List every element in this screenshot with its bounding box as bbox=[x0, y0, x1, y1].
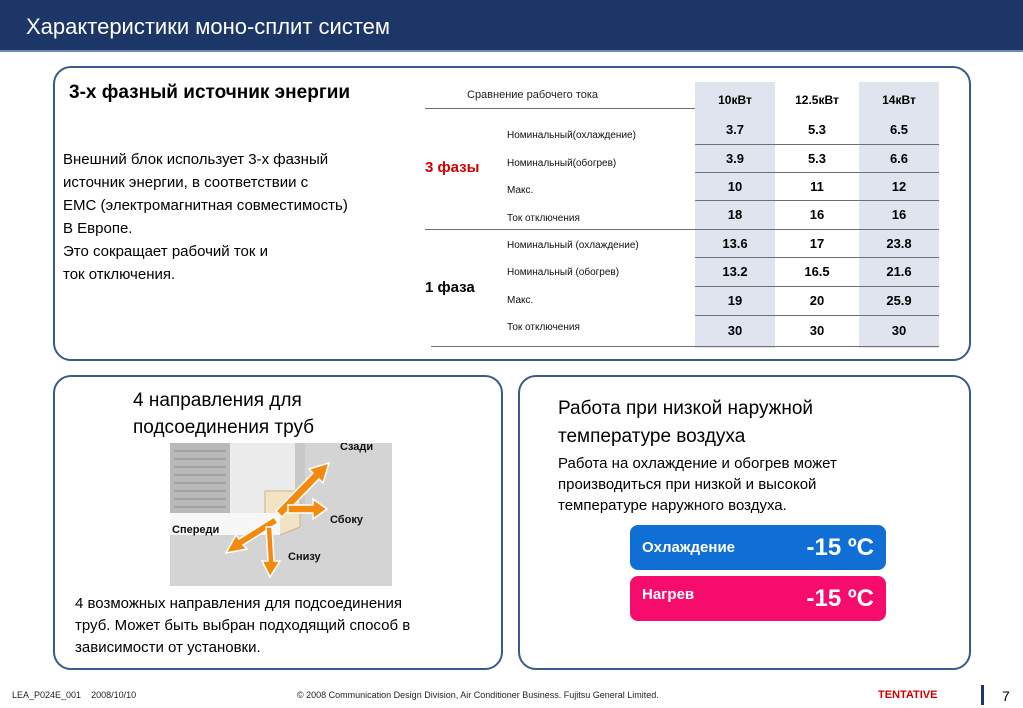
heating-mode-label: Нагрев bbox=[642, 586, 695, 603]
table-cell: 18 bbox=[727, 207, 743, 222]
doc-id: LEA_P024E_001 bbox=[12, 690, 82, 700]
title-line: подсоединения труб bbox=[133, 417, 315, 438]
desc-line: Это сокращает рабочий ток и bbox=[63, 243, 268, 260]
group-divider bbox=[425, 229, 939, 230]
table-cell: 16 bbox=[891, 207, 907, 222]
desc-line: труб. Может быть выбран подходящий способ в bbox=[75, 617, 411, 634]
table-cell: 5.3 bbox=[807, 151, 827, 166]
table-cell: 3.7 bbox=[725, 122, 745, 137]
three-phase-title: 3-х фазный источник энергии bbox=[69, 82, 351, 103]
three-phase-description bbox=[63, 148, 348, 286]
header-bar bbox=[0, 0, 1023, 52]
table-cell: 12 bbox=[891, 179, 907, 194]
table-cell: 17 bbox=[809, 236, 825, 251]
desc-line: EMC (электромагнитная совместимость) bbox=[63, 197, 348, 214]
three-phase-panel bbox=[53, 66, 971, 361]
column-header-12-5kw: 12.5кВт bbox=[795, 93, 839, 107]
photo-label-back: Сзади bbox=[340, 443, 374, 453]
row-divider bbox=[695, 315, 939, 316]
table-cell: 13.2 bbox=[722, 264, 748, 279]
table-caption: Сравнение рабочего тока bbox=[467, 89, 599, 101]
pipe-directions-description bbox=[75, 593, 410, 659]
title-line: температуре воздуха bbox=[558, 426, 746, 447]
group-label-single-phase: 1 фаза bbox=[425, 279, 475, 296]
pipe-directions-illustration bbox=[170, 443, 392, 586]
table-cell: 5.3 bbox=[807, 122, 827, 137]
table-cell: 16.5 bbox=[804, 264, 830, 279]
table-cell: 11 bbox=[810, 179, 824, 194]
table-cell: 25.9 bbox=[886, 293, 912, 308]
desc-line: В Европе. bbox=[63, 220, 133, 237]
table-cell: 6.6 bbox=[889, 151, 909, 166]
row-label: Макс. bbox=[507, 185, 534, 196]
footer-copyright: © 2008 Communication Design Division, Air Conditioner Business. Fujitsu General Limited. bbox=[297, 690, 659, 700]
desc-line: зависимости от установки. bbox=[75, 639, 261, 656]
title-line: 4 направления для bbox=[133, 390, 302, 411]
table-cell: 23.8 bbox=[886, 236, 912, 251]
row-label: Ток отключения bbox=[507, 322, 580, 333]
table-cell: 30 bbox=[891, 323, 907, 338]
low-temperature-panel bbox=[518, 375, 971, 670]
heating-mode-badge bbox=[630, 576, 886, 621]
table-cell: 30 bbox=[727, 323, 743, 338]
table-cell: 21.6 bbox=[886, 264, 912, 279]
table-cell: 19 bbox=[727, 293, 743, 308]
column-header-10kw: 10кВт bbox=[718, 93, 752, 107]
cooling-mode-temp: -15 ºC bbox=[806, 534, 874, 561]
footer-divider bbox=[981, 685, 984, 705]
table-cell: 16 bbox=[809, 207, 825, 222]
table-divider bbox=[425, 108, 695, 109]
status-badge: TENTATIVE bbox=[878, 689, 938, 701]
desc-line: 4 возможных направления для подсоединения bbox=[75, 595, 402, 612]
table-cell: 30 bbox=[809, 323, 825, 338]
cooling-mode-label: Охлаждение bbox=[642, 539, 736, 556]
table-cell: 6.5 bbox=[889, 122, 909, 137]
title-line: Работа при низкой наружной bbox=[558, 398, 814, 419]
row-divider bbox=[695, 172, 939, 173]
row-label: Ток отключения bbox=[507, 213, 580, 224]
row-label: Номинальный (обогрев) bbox=[507, 267, 620, 278]
row-label: Макс. bbox=[507, 295, 534, 306]
table-cell: 10 bbox=[727, 179, 743, 194]
desc-line: Внешний блок использует 3-х фазный bbox=[63, 151, 329, 168]
desc-line: производиться при низкой и высокой bbox=[558, 476, 817, 493]
table-cell: 20 bbox=[809, 293, 825, 308]
low-temperature-description bbox=[558, 453, 837, 516]
heating-mode-temp: -15 ºC bbox=[806, 585, 874, 612]
desc-line: температуре наружного воздуха. bbox=[558, 497, 787, 514]
row-label: Номинальный (охлаждение) bbox=[507, 240, 639, 251]
row-divider bbox=[695, 257, 939, 258]
row-divider bbox=[695, 200, 939, 201]
desc-line: ток отключения. bbox=[63, 266, 176, 283]
desc-line: Работа на охлаждение и обогрев может bbox=[558, 455, 837, 472]
page-number: 7 bbox=[1002, 688, 1010, 704]
page-title: Характеристики моно-сплит систем bbox=[26, 14, 391, 39]
photo-label-side: Сбоку bbox=[330, 514, 363, 526]
low-temperature-title bbox=[558, 395, 813, 451]
desc-line: источник энергии, в соответствии с bbox=[63, 174, 309, 191]
footer-doc-info bbox=[12, 690, 136, 700]
row-label: Номинальный(охлаждение) bbox=[507, 130, 636, 141]
row-divider bbox=[695, 144, 939, 145]
doc-date: 2008/10/10 bbox=[91, 690, 137, 700]
column-header-14kw: 14кВт bbox=[882, 93, 916, 107]
outdoor-unit-photo bbox=[170, 443, 392, 586]
pipe-directions-panel bbox=[53, 375, 503, 670]
pipe-directions-title bbox=[133, 387, 314, 441]
group-label-three-phase: 3 фазы bbox=[425, 159, 480, 176]
row-label: Номинальный(обогрев) bbox=[507, 158, 617, 169]
photo-label-bottom: Снизу bbox=[288, 551, 321, 563]
table-bottom-line bbox=[431, 346, 939, 347]
table-cell: 3.9 bbox=[725, 151, 745, 166]
cooling-mode-badge bbox=[630, 525, 886, 570]
photo-label-front: Спереди bbox=[172, 524, 220, 536]
table-cell: 13.6 bbox=[722, 236, 748, 251]
row-divider bbox=[695, 286, 939, 287]
